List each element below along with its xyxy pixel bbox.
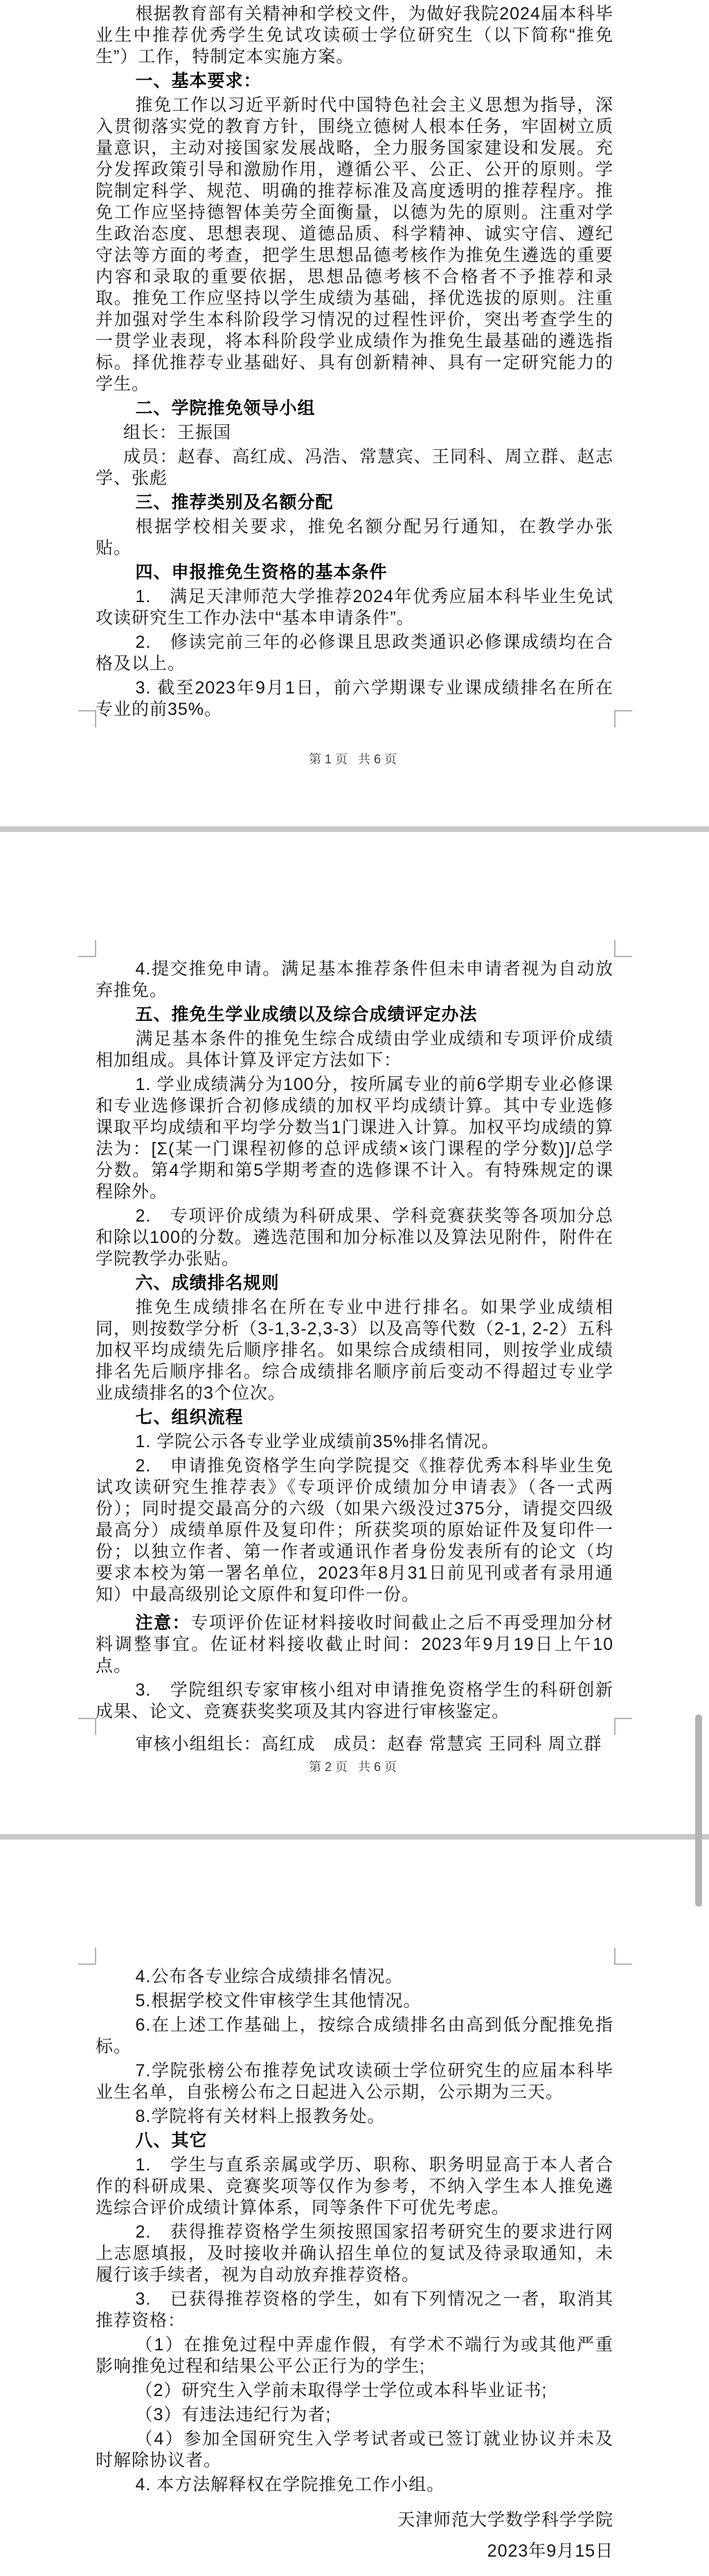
- crop-mark-bottom-left-icon: [78, 1718, 96, 1735]
- paragraph: 注意：专项评价佐证材料接收时间截止之后不再受理加分材料调整事宜。佐证材料接收截止时间：2023年9月19日上午10点。: [96, 1613, 613, 1676]
- paragraph: （2）研究生入学前未取得学士学位或本科毕业证书;: [135, 2381, 548, 2400]
- paragraph: 4.公布各专业综合成绩排名情况。: [135, 1967, 404, 1986]
- crop-mark-top-left-icon: [78, 1948, 96, 1965]
- section-heading: 六、成绩排名规则: [135, 1273, 280, 1293]
- paragraph: （4）参加全国研究生入学考试者或已签订就业协议并未及时解除协议者。: [96, 2429, 613, 2470]
- paragraph: 审核小组组长：高红成 成员：赵春 常慧宾 王同科 周立群: [135, 1734, 602, 1754]
- page-1-text-area: [0, 0, 709, 720]
- paragraph: 2023年9月15日: [487, 2541, 613, 2561]
- paragraph: 天津师范大学数学科学学院: [397, 2510, 613, 2530]
- paragraph: 1. 学生与直系亲属或学历、职称、职务明显高于本人者合作的科研成果、竞赛奖项等仅作为参考，不纳入学生本人推免遴选综合评价成绩计算体系，同等条件下可优先考虑。: [96, 2155, 613, 2217]
- section-heading: 三、推荐类别及名额分配: [135, 493, 334, 512]
- crop-mark-bottom-right-icon: [614, 710, 632, 727]
- page-divider: [0, 1834, 709, 1840]
- crop-mark-top-right-icon: [614, 1948, 632, 1965]
- crop-mark-top-right-icon: [614, 940, 632, 957]
- paragraph: 推免生成绩排名在所在专业中进行排名。如果学业成绩相同，则按数学分析（3-1,3-2,3-3）以及高等代数（2-1, 2-2）五科加权平均成绩先后顺序排名。如果综合成绩相同，则按学业成绩排名先后顺序排名。综合成绩排名顺序前后变动不得超过专业学业成绩排名的3个位次。: [96, 1298, 613, 1403]
- paragraph: 根据学校相关要求，推免名额分配另行通知，在教学办张贴。: [96, 517, 613, 558]
- document-page-3: [0, 1840, 709, 2576]
- document-page-1: [0, 0, 709, 826]
- document-page-2: [0, 832, 709, 1834]
- section-heading: 四、申报推免生资格的基本条件: [135, 563, 388, 582]
- page-footer: 第1页 共6页: [308, 752, 401, 766]
- paragraph: 成员：赵春、高红成、冯浩、常慧宾、王同科、周立群、赵志学、张彪: [96, 447, 613, 488]
- paragraph: 2. 申请推免资格学生向学院提交《推荐优秀本科毕业生免试攻读研究生推荐表》《专项评价成绩加分申请表》（各一式两份）；同时提交最高分的六级（如果六级没过375分，请提交四级最高分）成绩单原件及复印件；所获奖项的原始证件及复印件一份；以独立作者、第一作者或通讯作者身份发表所有的论文（均要求本校为第一署名单位，2023年8月31日前见刊或者有录用通知）中最高级别论文原件和复印件一份。: [96, 1456, 613, 1604]
- paragraph: 6.在上述工作基础上，按综合成绩排名由高到低分配推免指标。: [96, 2015, 613, 2056]
- section-heading: 二、学院推免领导小组: [135, 399, 316, 418]
- paragraph: 3. 学院组织专家审核小组对申请推免资格学生的科研创新成果、论文、竞赛获奖奖项及其内容进行审核鉴定。: [96, 1680, 613, 1721]
- paragraph: 1. 满足天津师范大学推荐2024年优秀应届本科毕业生免试攻读研究生工作办法中“基本申请条件”。: [96, 587, 613, 628]
- crop-mark-top-left-icon: [78, 940, 96, 957]
- scrollbar-thumb[interactable]: [695, 1714, 702, 1907]
- paragraph: 8.学院将有关材料上报教务处。: [135, 2107, 386, 2126]
- paragraph: （1）在推免过程中弄虚作假，有学术不端行为或其他严重影响推免过程和结果公平公正行为的学生;: [96, 2335, 613, 2376]
- paragraph: 3. 已获得推荐资格的学生，如有下列情况之一者，取消其推荐资格：: [96, 2289, 613, 2330]
- paragraph: 4. 本方法解释权在学院推免工作小组。: [135, 2475, 445, 2494]
- crop-mark-bottom-right-icon: [614, 1718, 632, 1735]
- section-heading: 一、基本要求：: [135, 71, 262, 91]
- paragraph: 7.学院张榜公布推荐免试攻读硕士学位研究生的应届本科毕业生名单，自张榜公布之日起进入公示期，公示期为三天。: [96, 2061, 613, 2102]
- paragraph: 推免工作以习近平新时代中国特色社会主义思想为指导，深入贯彻落实党的教育方针，围绕立德树人根本任务，牢固树立质量意识，主动对接国家发展战略，全力服务国家建设和发展。充分发挥政策引导和激励作用，遵循公平、公正、公开的原则。学院制定科学、规范、明确的推荐标准及高度透明的推荐程序。推免工作应坚持德智体美劳全面衡量，以德为先的原则。注重对学生政治态度、思想表现、道德品质、科学精神、诚实守信、遵纪守法等方面的考查，把学生思想品德考核作为推免生遴选的重要内容和录取的重要依据，思想品德考核不合格者不予推荐和录取。推免工作应坚持以学生成绩为基础，择优选拔的原则。注重并加强对学生本科阶段学习情况的过程性评价，突出考查学生的一贯学业表现，将本科阶段学业成绩作为推免生最基础的遴选指标。择优推荐专业基础好、具有创新精神、具有一定研究能力的学生。: [96, 96, 613, 394]
- paragraph: 2. 获得推荐资格学生须按照国家招考研究生的要求进行网上志愿填报，及时接收并确认招生单位的复试及待录取通知，未履行该手续者，视为自动放弃推荐资格。: [96, 2222, 613, 2285]
- page-2-text-area: [0, 832, 709, 1755]
- paragraph: 组长：王振国: [123, 423, 232, 442]
- paragraph: 3. 截至2023年9月1日，前六学期课专业课成绩排名在所在专业的前35%。: [96, 678, 613, 719]
- paragraph: 5.根据学校文件审核学生其他情况。: [135, 1991, 422, 2011]
- page-divider: [0, 826, 709, 832]
- paragraph: 2. 修读完前三年的必修课且思政类通识必修课成绩均在合格及以上。: [96, 633, 613, 673]
- section-heading: 五、推免生学业成绩以及综合成绩评定办法: [135, 1005, 478, 1024]
- crop-mark-bottom-left-icon: [78, 710, 96, 727]
- paragraph: 4.提交推免申请。满足基本推荐条件但未申请者视为自动放弃推免。: [96, 959, 613, 1000]
- page-3-text-area: [0, 1840, 709, 2562]
- paragraph: 1. 学院公示各专业学业成绩前35%排名情况。: [135, 1432, 500, 1451]
- section-heading: 八、其它: [135, 2131, 208, 2150]
- paragraph: 满足基本条件的推免生综合成绩由学业成绩和专项评价成绩相加组成。具体计算及评定方法如下：: [96, 1029, 613, 1070]
- paragraph: 根据教育部有关精神和学校文件，为做好我院2024届本科毕业生中推荐优秀学生免试攻读硕士学位研究生（以下简称“推免生”）工作，特制定本实施方案。: [96, 4, 613, 66]
- page-footer: 第2页 共6页: [308, 1760, 401, 1774]
- bold-lead-in: 注意：: [135, 1613, 191, 1633]
- paragraph: 1. 学业成绩满分为100分，按所属专业的前6学期专业必修课和专业选修课折合初修成绩的加权平均成绩计算。其中专业选修课取平均成绩和平均学分数当1门课进入计算。加权平均成绩的算法为：[Σ(某一门课程初修的总评成绩×该门课程的学分数)]/总学分数。第4学期和第5学期考查的选修课不计入。有特殊规定的课程除外。: [96, 1075, 613, 1201]
- paragraph: （3）有违法违纪行为者;: [135, 2405, 332, 2424]
- section-heading: 七、组织流程: [135, 1408, 244, 1427]
- paragraph: 2. 专项评价成绩为科研成果、学科竞赛获奖等各项加分总和除以100的分数。遴选范围和加分标准以及算法见附件，附件在学院教学办张贴。: [96, 1206, 613, 1269]
